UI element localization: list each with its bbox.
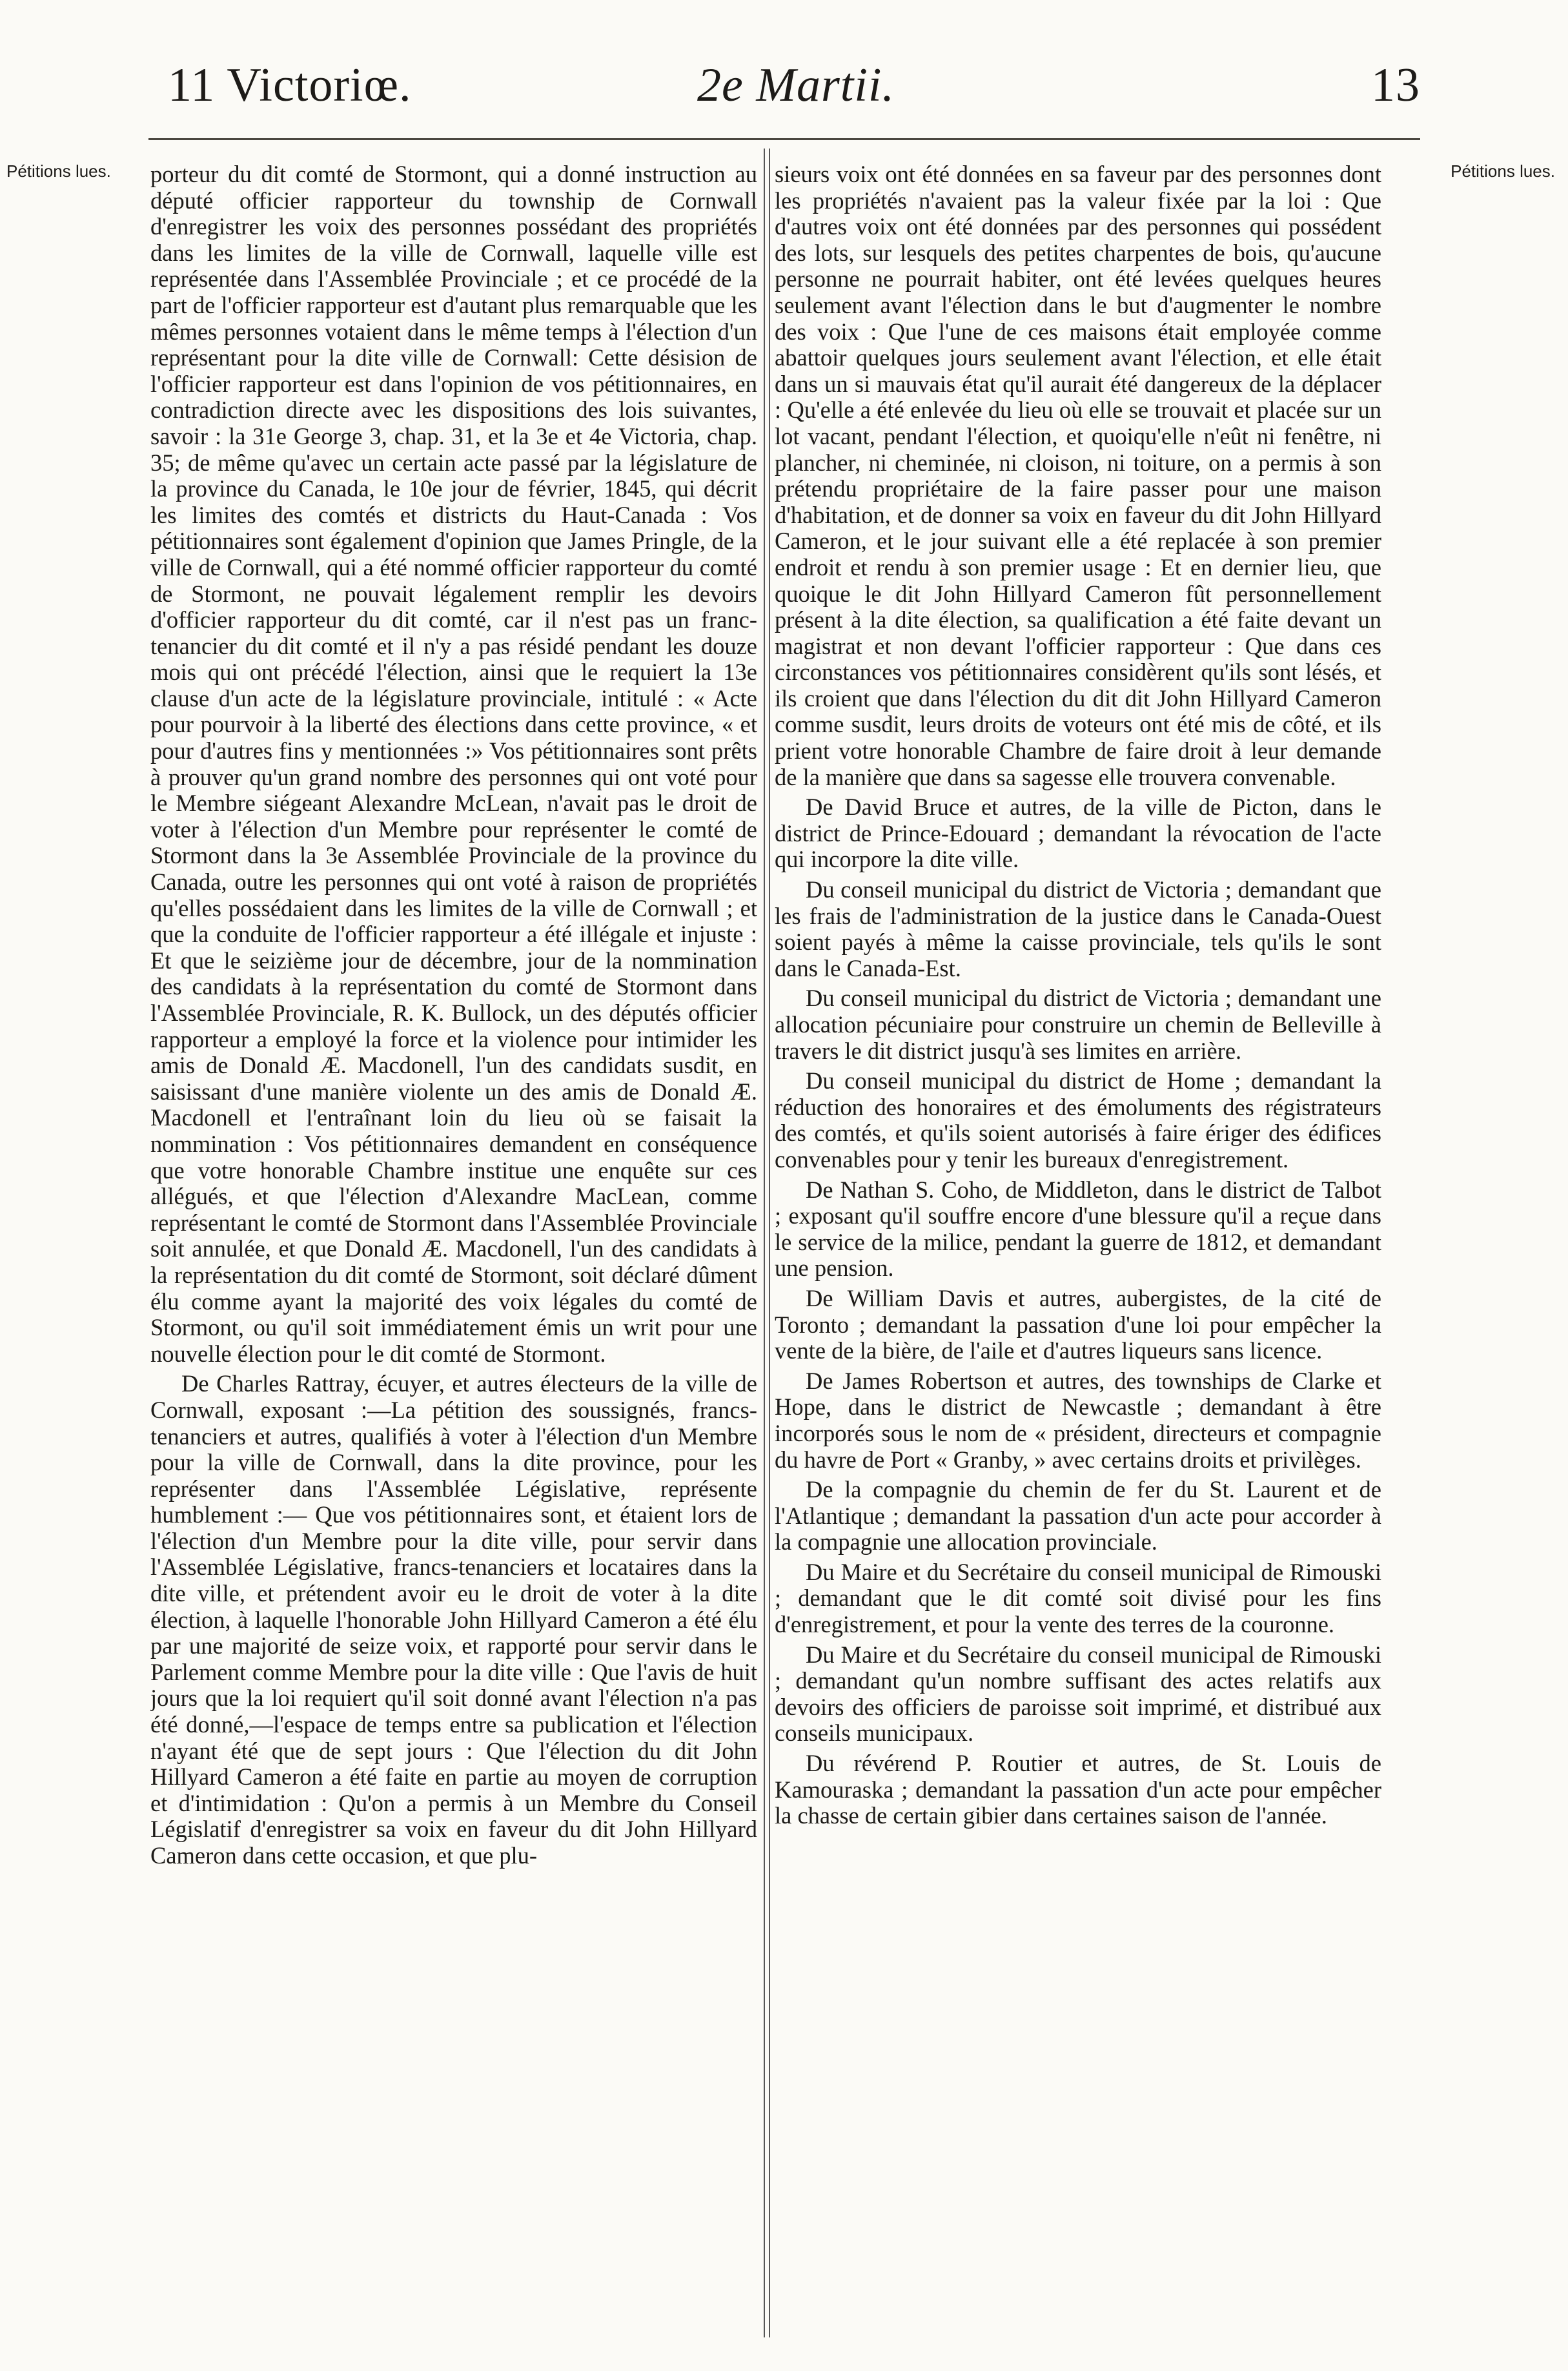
column-divider <box>764 149 770 2337</box>
page-number: 13 <box>1371 59 1420 112</box>
paragraph: De Nathan S. Coho, de Middleton, dans le district de Talbot ; exposant qu'il souffre encore d'une blessure qu'il a reçue dans le service de la milice, pendant la guerre de 1812, et demandant une pension. <box>775 1176 1381 1282</box>
paragraph: De Charles Rattray, écuyer, et autres électeurs de la ville de Cornwall, exposant :—La pétition des soussignés, francs-tenanciers et autres, qualifiés à voter à l'élection d'un Membre pour la ville de Cornwall, dans la dite province, pour les représenter dans l'Assemblée Législative, représente humblement :— Que vos pétitionnaires sont, et étaient lors de l'élection d'un Membre pour la dite ville, pour servir dans l'Assemblée Législative, francs-tenanciers et locataires dans la dite ville, et prétendent avoir eu le droit de voter à la dite élection, à laquelle l'honorable John Hillyard Cameron a été élu par une majorité de seize voix, et rapporté pour servir dans le Parlement comme Membre pour la dite ville : Que l'avis de huit jours que la loi requiert qu'il soit donné avant l'élection n'a pas été donné,—l'espace de temps entre sa publication et l'élection n'ayant été que de sept jours : Que l'élection du dit John Hillyard Cameron a été faite en partie au moyen de corruption et d'intimidation : Qu'on a permis à un Membre du Conseil Législatif d'enregistrer sa voix en faveur du dit John Hillyard Cameron dans cette occasion, et que plu- <box>150 1370 757 1869</box>
header-rule <box>148 138 1420 140</box>
right-column <box>775 161 1381 2325</box>
running-title-date: 2e Martii. <box>697 59 895 112</box>
paragraph: Du conseil municipal du district de Victoria ; demandant que les frais de l'administration de la justice dans le Canada-Ouest soient payés à même la caisse provinciale, tels qu'ils le sont dans le Canada-Est. <box>775 876 1381 981</box>
paragraph: sieurs voix ont été données en sa faveur par des personnes dont les propriétés n'avaient pas la valeur fixée par la loi : Que d'autres voix ont été données par des personnes qui possédent des lots, sur lesquels des petites charpentes de bois, qu'aucune personne ne pourrait habiter, ont été levées quelques heures seulement avant l'élection dans le but d'augmenter le nombre des voix : Que l'une de ces maisons était employée comme abattoir quelques jours seulement avant l'élection, et elle était dans un si mauvais état qu'il aurait été dangereux de la déplacer : Qu'elle a été enlevée du lieu où elle se trouvait et placée sur un lot vacant, pendant l'élection, et quoiqu'elle n'eût ni fenêtre, ni plancher, ni cheminée, ni cloison, ni toiture, on a permis à son prétendu propriétaire de la faire passer pour une maison d'habitation, et de donner sa voix en faveur du dit John Hillyard Cameron, et le jour suivant elle a été replacée à son premier endroit et rendu à son premier usage : Et en dernier lieu, que quoique le dit John Hillyard Cameron fût personnellement présent à la dite élection, sa qualification a été faite devant un magistrat et non devant l'officier rapporteur : Que dans ces circonstances vos pétitionnaires considèrent qu'ils sont lésés, et ils croient que dans l'élection du dit dit John Hillyard Cameron comme susdit, leurs droits de voteurs ont été mis de côté, et ils prient votre honorable Chambre de faire droit à leur demande de la manière que dans sa sagesse elle trouvera convenable. <box>775 161 1381 790</box>
paragraph: Du conseil municipal du district de Home ; demandant la réduction des honoraires et des émoluments des régistrateurs des comtés, et qu'ils soient autorisés à faire ériger des édifices convenables pour y tenir les bureaux d'enregistrement. <box>775 1067 1381 1173</box>
page-header <box>142 50 1427 121</box>
margin-note-right: Pétitions lues. <box>1451 161 1555 181</box>
paragraph: Du révérend P. Routier et autres, de St. Louis de Kamouraska ; demandant la passation d'un acte pour empêcher la chasse de certain gibier dans certaines saison de l'année. <box>775 1750 1381 1829</box>
left-column <box>150 161 757 2325</box>
running-title-left: 11 Victoriœ. <box>168 59 412 112</box>
paragraph: De David Bruce et autres, de la ville de Picton, dans le district de Prince-Edouard ; demandant la révocation de l'acte qui incorpore la dite ville. <box>775 794 1381 873</box>
margin-note-left: Pétitions lues. <box>6 161 111 181</box>
paragraph: Du Maire et du Secrétaire du conseil municipal de Rimouski ; demandant que le dit comté soit divisé pour les fins d'enregistrement, et pour la vente des terres de la couronne. <box>775 1558 1381 1638</box>
paragraph: Du Maire et du Secrétaire du conseil municipal de Rimouski ; demandant qu'un nombre suffisant des actes relatifs aux devoirs des officiers de paroisse soit imprimé, et distribué aux conseils municipaux. <box>775 1641 1381 1747</box>
paragraph: Du conseil municipal du district de Victoria ; demandant une allocation pécuniaire pour construire un chemin de Belleville à travers le dit district jusqu'à ses limites en arrière. <box>775 985 1381 1064</box>
paragraph: De William Davis et autres, aubergistes, de la cité de Toronto ; demandant la passation d'une loi pour empêcher la vente de la bière, de l'aile et d'autres liqueurs sans licence. <box>775 1284 1381 1364</box>
paragraph: De la compagnie du chemin de fer du St. Laurent et de l'Atlantique ; demandant la passation d'un acte pour accorder à la compagnie une allocation provinciale. <box>775 1476 1381 1555</box>
paragraph: porteur du dit comté de Stormont, qui a donné instruction au député officier rapporteur du township de Cornwall d'enregistrer les voix des personnes possédant des propriétés dans les limites de la ville de Cornwall, laquelle ville est représentée dans l'Assemblée Provinciale ; et ce procédé de la part de l'officier rapporteur est d'autant plus remarquable que les mêmes personnes votaient dans le même temps à l'élection d'un représentant pour la dite ville de Cornwall: Cette désision de l'officier rapporteur est dans l'opinion de vos pétitionnaires, en contradiction directe avec les dispositions des lois suivantes, savoir : la 31e George 3, chap. 31, et la 3e et 4e Victoria, chap. 35; de même qu'avec un certain acte passé par la législature de la province du Canada, le 10e jour de février, 1845, qui décrit les limites des comtés et districts du Haut-Canada : Vos pétitionnaires sont également d'opinion que James Pringle, de la ville de Cornwall, qui a été nommé officier rapporteur du comté de Stormont, ne pouvait légalement remplir les devoirs d'officier rapporteur du dit comté, car il n'est pas un franc-tenancier du dit comté et il n'y a pas résidé pendant les douze mois qui ont précédé l'élection, ainsi que le requiert la 13e clause d'un acte de la législature provinciale, intitulé : « Acte pour pourvoir à la liberté des élections dans cette province, « et pour d'autres fins y mentionnées :» Vos pétitionnaires sont prêts à prouver qu'un grand nombre des personnes qui ont voté pour le Membre siégeant Alexandre McLean, n'avait pas le droit de voter à l'élection d'un Membre pour représenter le comté de Stormont dans la 3e Assemblée Provinciale de la province du Canada, outre les personnes qui ont voté à raison de propriétés qu'elles possédaient dans les limites de la ville de Cornwall ; et que la conduite de l'officier rapporteur a été illégale et injuste : Et que le seizième jour de décembre, jour de la nommination des candidats à la représentation du comté de Stormont dans l'Assemblée Provinciale, R. K. Bullock, un des députés officier rapporteur a employé la force et la violence pour intimider les amis de Donald Æ. Macdonell, l'un des candidats susdit, en saisissant d'une manière violente un des amis de Donald Æ. Macdonell et l'entraînant loin du lieu où se faisait la nommination : Vos pétitionnaires demandent en conséquence que votre honorable Chambre institue une enquête sur ces allégués, et que l'élection d'Alexandre MacLean, comme représentant le comté de Stormont dans l'Assemblée Provinciale soit annulée, et que Donald Æ. Macdonell, l'un des candidats à la représentation du dit comté de Stormont, soit déclaré dûment élu comme ayant la majorité des voix légales du comté de Stormont, ou qu'il soit immédiatement émis un writ pour une nouvelle élection pour le dit comté de Stormont. <box>150 161 757 1367</box>
paragraph: De James Robertson et autres, des townships de Clarke et Hope, dans le district de Newcastle ; demandant à être incorporés sous le nom de « président, directeurs et compagnie du havre de Port « Granby, » avec certains droits et privilèges. <box>775 1367 1381 1473</box>
